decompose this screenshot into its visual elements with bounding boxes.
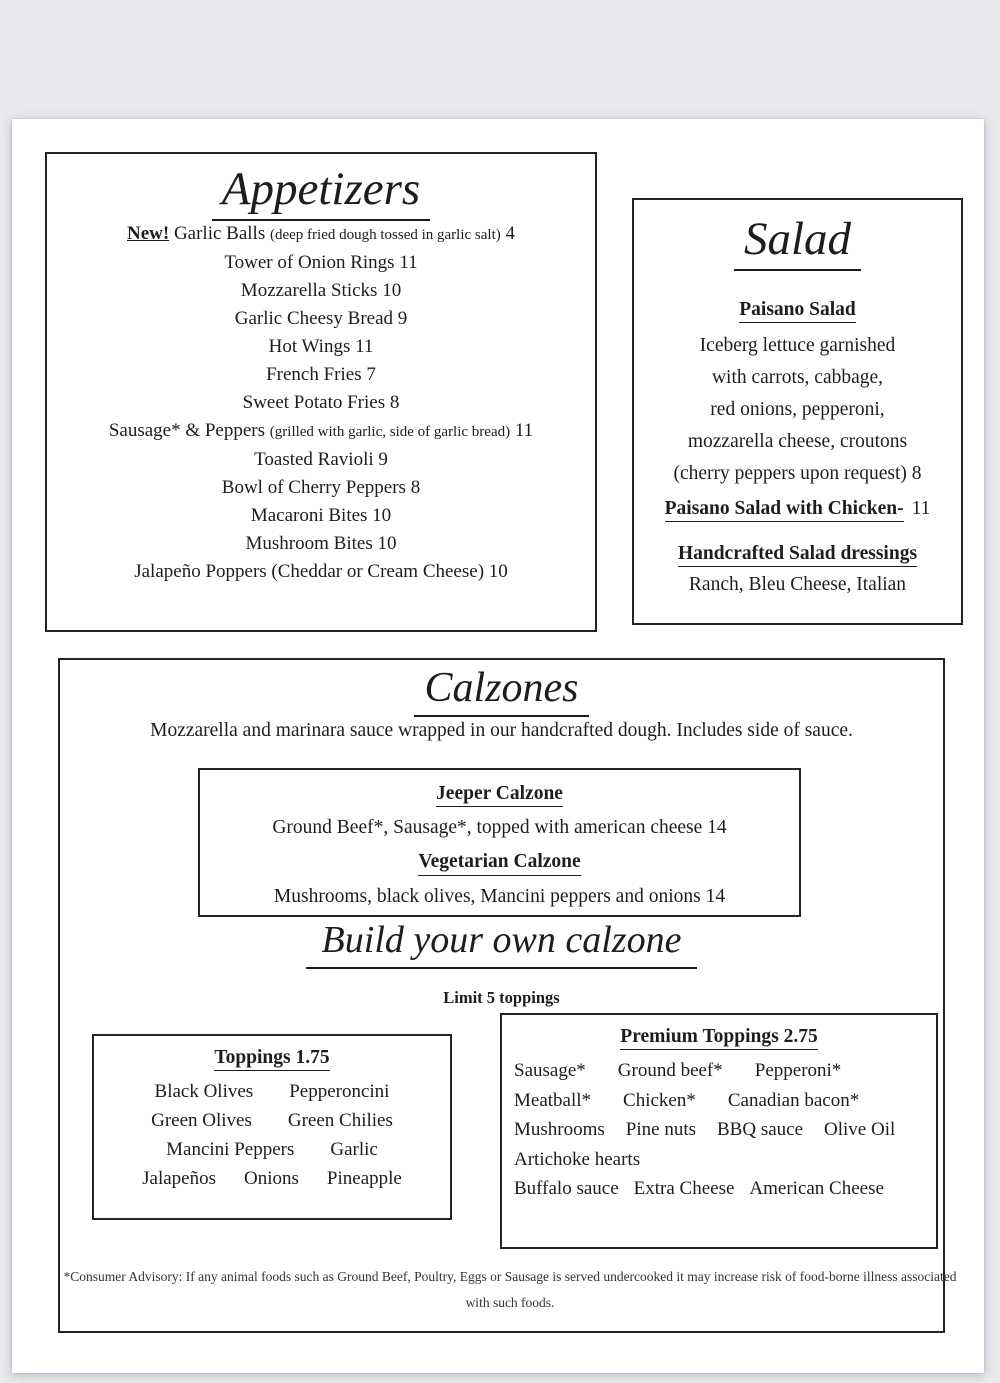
calzone-varieties-box [198,768,801,917]
topping: Pepperoni* [754,1060,842,1082]
paisano-salad-description [634,330,961,490]
vegetarian-calzone-detail: Mushrooms, black olives, Mancini peppers and onions 14 [273,885,726,907]
jeeper-calzone-heading: Jeeper Calzone [200,782,799,807]
item-price: 9 [378,449,388,470]
topping: Green Chilies [287,1110,393,1132]
item-price: 7 [366,364,376,385]
appetizers-title-text: Appetizers [212,162,430,221]
topping: Extra Cheese [633,1178,735,1200]
item-price: 11 [399,252,418,273]
item-name: Mozzarella Sticks [240,280,378,301]
topping: Mancini Peppers [166,1139,295,1161]
chicken-heading: Paisano Salad with Chicken- [665,498,904,522]
item-price: 10 [372,505,392,526]
premium-toppings-list [502,1056,936,1204]
topping: Olive Oil [824,1119,896,1141]
toppings-box [92,1034,452,1220]
item-price: 11 [514,420,534,441]
topping: BBQ sauce [717,1119,804,1141]
menu-item-sausage-peppers [47,417,595,446]
item-price: 10 [377,533,397,554]
paisano-salad-heading: Paisano Salad [634,298,961,323]
menu-item-cherry-peppers [47,474,595,502]
menu-item-onion-rings [47,249,595,277]
topping: American Cheese [749,1178,884,1200]
menu-item-garlic-cheesy-bread [47,305,595,333]
topping: Sausage* [514,1060,586,1082]
menu-item-french-fries [47,361,595,389]
toppings-heading: Toppings 1.75 [94,1046,450,1071]
dressings-options: Ranch, Bleu Cheese, Italian [688,574,907,595]
new-badge: New! [127,223,170,244]
topping: Pineapple [326,1168,402,1190]
premium-row [514,1056,936,1086]
toppings-row [94,1106,450,1135]
menu-item-jalapeno-poppers [47,558,595,586]
premium-row [514,1145,936,1175]
item-name: French Fries [266,364,362,385]
description-line: red onions, pepperoni, [710,399,885,420]
item-note: (grilled with garlic, side of garlic bread) [269,424,511,440]
toppings-list [94,1077,450,1193]
topping: Pepperoncini [289,1081,390,1103]
jeeper-calzone-detail: Ground Beef*, Sausage*, topped with american cheese 14 [272,817,727,839]
calzones-section [58,658,957,1333]
topping: Ground beef* [617,1060,723,1082]
item-price: 10 [488,561,508,582]
calzones-description: Mozzarella and marinara sauce wrapped in our handcrafted dough. Includes side of sauce. [150,720,853,741]
topping: Garlic [330,1139,378,1161]
item-price: 9 [397,308,408,329]
vegetarian-calzone-heading: Vegetarian Calzone [200,850,799,875]
item-name: Garlic Cheesy Bread [234,308,394,329]
item-name: Sausage* & Peppers [108,420,266,441]
consumer-advisory [60,1264,957,1316]
appetizers-list [47,220,595,586]
topping: Buffalo sauce [514,1178,619,1200]
chicken-price: 11 [911,498,931,519]
topping: Onions [244,1168,299,1190]
menu-paper [12,119,984,1373]
build-your-own-calzone-title [60,918,943,969]
appetizers-title [47,162,595,221]
menu-item-hot-wings [47,333,595,361]
item-price: 10 [382,280,402,301]
topping: Pine nuts [625,1119,696,1141]
topping: Mushrooms [514,1119,605,1141]
topping: Jalapeños [142,1168,217,1190]
salad-title-text: Salad [734,212,861,271]
topping: Canadian bacon* [727,1089,860,1111]
premium-row [514,1086,936,1116]
item-name: Tower of Onion Rings [224,252,395,273]
calzones-title-text: Calzones [414,664,588,717]
topping: Artichoke hearts [514,1148,641,1170]
consumer-advisory-text: *Consumer Advisory: If any animal foods such as Ground Beef, Poultry, Eggs or Sausage is served undercooked it may increase risk of food-borne illness associated with such foods. [63,1269,957,1310]
salad-title [634,212,961,271]
toppings-row [94,1135,450,1164]
item-name: Garlic Balls [173,223,266,244]
description-line: (cherry peppers upon request) 8 [673,463,922,484]
topping: Black Olives [154,1081,254,1103]
paisano-salad-with-chicken [634,498,961,522]
salad-section [632,198,963,625]
menu-item-mushroom-bites [47,530,595,558]
description-line: with carrots, cabbage, [711,367,884,388]
item-name: Jalapeño Poppers (Cheddar or Cream Cheese) [134,561,485,582]
menu-item-macaroni-bites [47,502,595,530]
topping: Green Olives [151,1110,252,1132]
toppings-limit: Limit 5 toppings [443,988,560,1007]
calzones-title [60,664,943,717]
topping: Chicken* [623,1089,696,1111]
appetizers-section [45,152,597,632]
menu-item-sweet-potato-fries [47,389,595,417]
premium-row [514,1115,936,1145]
topping: Meatball* [514,1089,592,1111]
toppings-row [94,1077,450,1106]
item-note: (deep fried dough tossed in garlic salt) [269,227,501,243]
item-name: Toasted Ravioli [254,449,374,470]
premium-toppings-box [500,1013,938,1249]
premium-row [514,1174,936,1204]
item-price: 11 [355,336,374,357]
item-price: 8 [410,477,421,498]
item-name: Bowl of Cherry Peppers [221,477,406,498]
description-line: mozzarella cheese, croutons [687,431,908,452]
premium-toppings-heading: Premium Toppings 2.75 [502,1025,936,1050]
menu-item-mozzarella-sticks [47,277,595,305]
item-name: Sweet Potato Fries [242,392,386,413]
item-name: Mushroom Bites [245,533,373,554]
description-line: Iceberg lettuce garnished [699,335,896,356]
dressings-heading: Handcrafted Salad dressings [634,542,961,567]
item-price: 4 [505,223,515,244]
item-name: Macaroni Bites [250,505,368,526]
item-price: 8 [389,392,400,413]
menu-item-toasted-ravioli [47,446,595,474]
item-name: Hot Wings [268,336,351,357]
menu-item-garlic-balls [47,220,595,249]
toppings-row [94,1164,450,1193]
byoc-title-text: Build your own calzone [306,918,698,969]
